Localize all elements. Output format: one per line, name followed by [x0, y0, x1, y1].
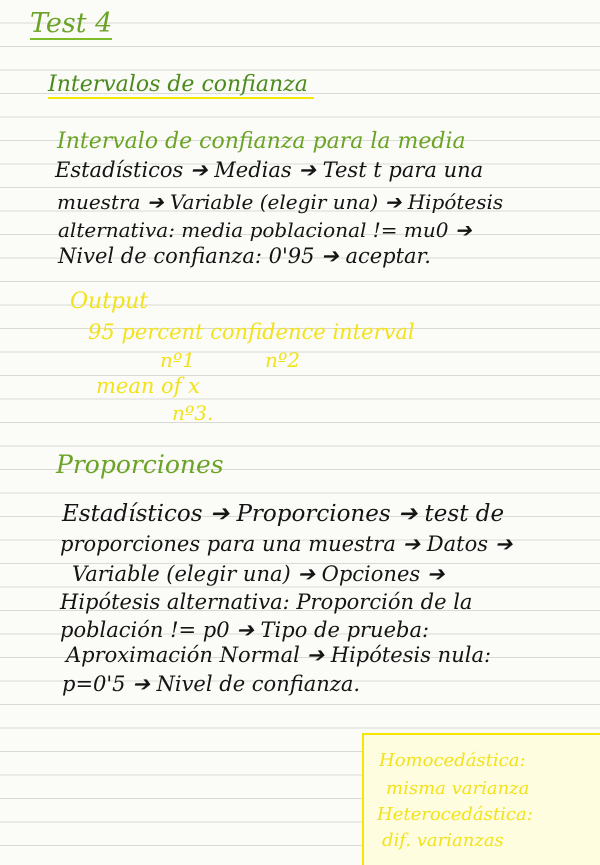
section-title: Intervalos de confianza [48, 74, 314, 99]
prop-line-6: Aproximación Normal ➔ Hipótesis nula: [66, 643, 492, 667]
output-value-3: nº3. [172, 401, 214, 425]
heading-proporciones: Proporciones [56, 450, 224, 479]
prop-line-1: Estadísticos ➔ Proporciones ➔ test de [62, 501, 505, 527]
prop-line-7: p=0'5 ➔ Nivel de confianza. [62, 672, 361, 696]
prop-line-2: proporciones para una muestra ➔ Datos ➔ [60, 532, 513, 556]
prop-line-4: Hipótesis alternativa: Proporción de la [60, 590, 473, 614]
media-line-3: alternativa: media poblacional != mu0 ➔ [58, 218, 472, 242]
media-line-2: muestra ➔ Variable (elegir una) ➔ Hipótesis [57, 190, 504, 214]
note-line-1: Homocedástica: [379, 750, 526, 771]
sticky-note [362, 733, 600, 865]
prop-line-5: población != p0 ➔ Tipo de prueba: [60, 618, 430, 642]
prop-line-3: Variable (elegir una) ➔ Opciones ➔ [72, 562, 445, 586]
output-value-1: nº1 [160, 348, 196, 372]
heading-media: Intervalo de confianza para la media [57, 129, 466, 154]
output-line-1: 95 percent confidence interval [88, 320, 415, 344]
note-line-2: misma varianza [386, 778, 530, 799]
media-line-1: Estadísticos ➔ Medias ➔ Test t para una [55, 158, 484, 182]
note-line-4: dif. varianzas [382, 830, 504, 851]
note-line-3: Heterocedástica: [377, 804, 533, 825]
output-value-2: nº2 [265, 348, 301, 372]
output-label: Output [70, 289, 149, 314]
page-title: Test 4 [30, 8, 113, 39]
media-line-4: Nivel de confianza: 0'95 ➔ aceptar. [58, 244, 431, 268]
output-line-3: mean of x [96, 374, 200, 398]
